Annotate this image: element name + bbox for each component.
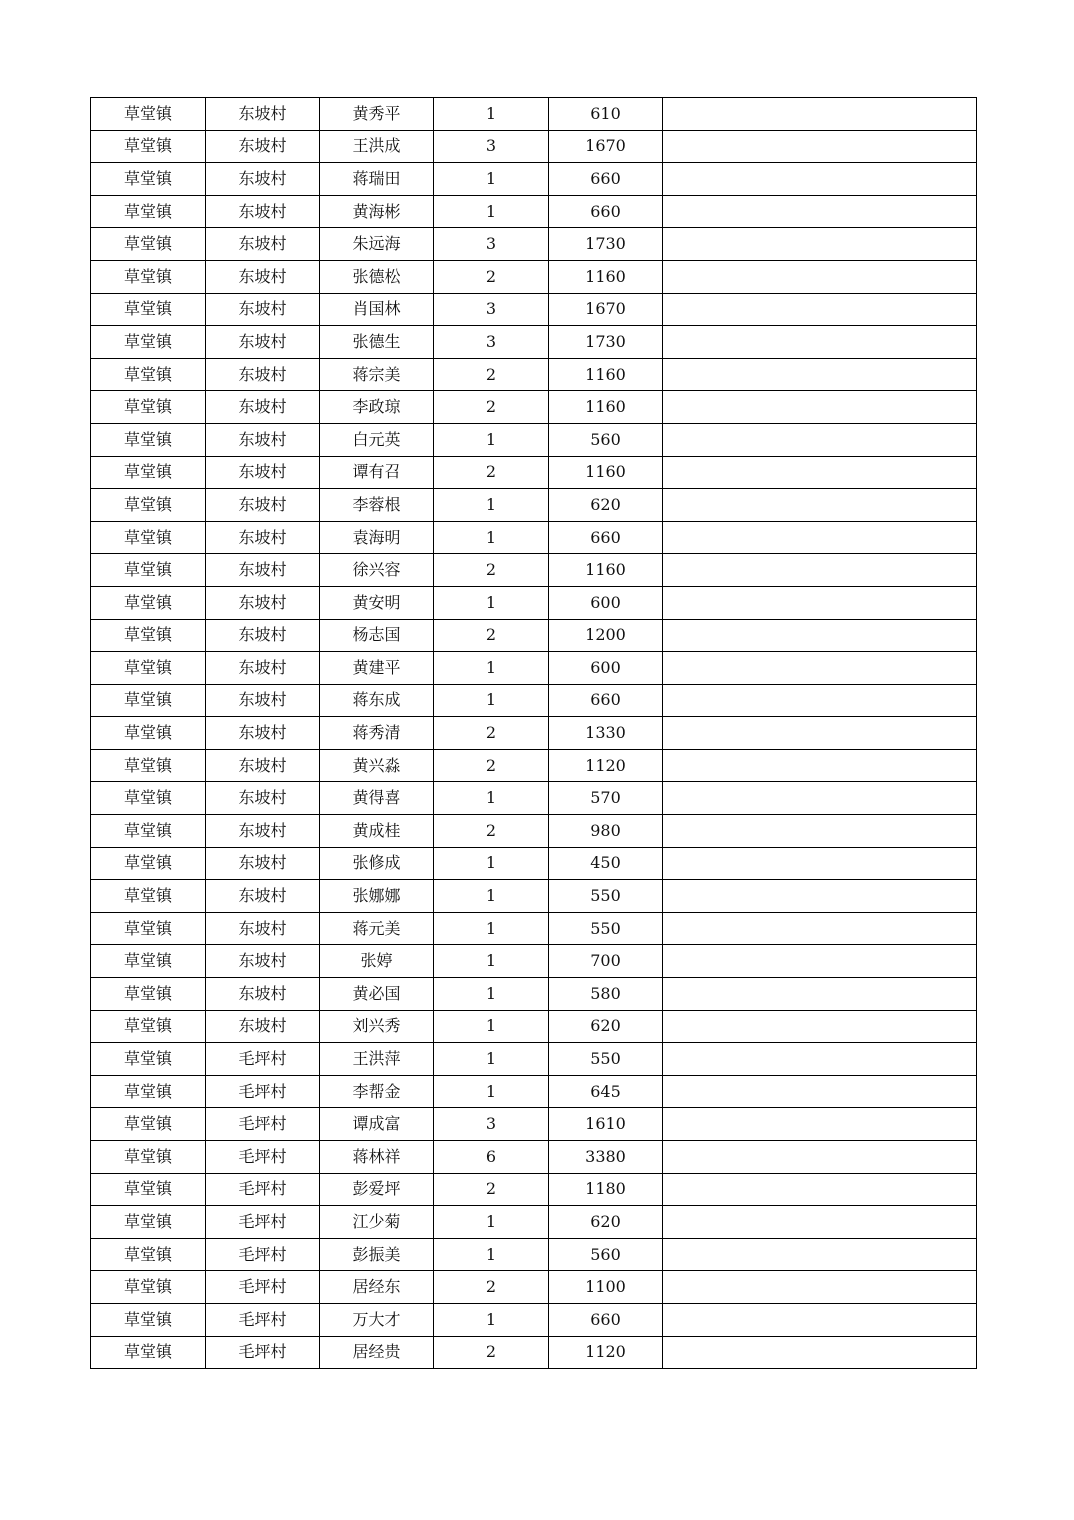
name-cell: 王洪萍 xyxy=(320,1043,434,1076)
amount-cell: 550 xyxy=(549,1043,663,1076)
table-row xyxy=(91,1043,977,1076)
name-cell: 蒋瑞田 xyxy=(320,163,434,196)
amount-cell: 610 xyxy=(549,98,663,131)
town-cell: 草堂镇 xyxy=(91,423,206,456)
table-row xyxy=(91,130,977,163)
village-cell: 东坡村 xyxy=(206,782,320,815)
table-row xyxy=(91,163,977,196)
town-cell: 草堂镇 xyxy=(91,293,206,326)
note-cell xyxy=(663,260,977,293)
table-row xyxy=(91,293,977,326)
name-cell: 彭爱坪 xyxy=(320,1173,434,1206)
amount-cell: 660 xyxy=(549,684,663,717)
count-cell: 1 xyxy=(434,163,549,196)
town-cell: 草堂镇 xyxy=(91,1141,206,1174)
town-cell: 草堂镇 xyxy=(91,391,206,424)
town-cell: 草堂镇 xyxy=(91,489,206,522)
town-cell: 草堂镇 xyxy=(91,684,206,717)
count-cell: 2 xyxy=(434,260,549,293)
name-cell: 张修成 xyxy=(320,847,434,880)
note-cell xyxy=(663,880,977,913)
town-cell: 草堂镇 xyxy=(91,652,206,685)
name-cell: 黄得喜 xyxy=(320,782,434,815)
amount-cell: 560 xyxy=(549,1238,663,1271)
town-cell: 草堂镇 xyxy=(91,1043,206,1076)
table-row xyxy=(91,1238,977,1271)
amount-cell: 550 xyxy=(549,912,663,945)
name-cell: 蒋林祥 xyxy=(320,1141,434,1174)
amount-cell: 450 xyxy=(549,847,663,880)
village-cell: 东坡村 xyxy=(206,717,320,750)
note-cell xyxy=(663,423,977,456)
town-cell: 草堂镇 xyxy=(91,880,206,913)
village-cell: 东坡村 xyxy=(206,195,320,228)
town-cell: 草堂镇 xyxy=(91,1271,206,1304)
village-cell: 毛坪村 xyxy=(206,1173,320,1206)
town-cell: 草堂镇 xyxy=(91,98,206,131)
village-cell: 毛坪村 xyxy=(206,1271,320,1304)
count-cell: 3 xyxy=(434,293,549,326)
table-row xyxy=(91,717,977,750)
town-cell: 草堂镇 xyxy=(91,130,206,163)
table-row xyxy=(91,945,977,978)
count-cell: 1 xyxy=(434,1303,549,1336)
village-cell: 东坡村 xyxy=(206,391,320,424)
table-row xyxy=(91,1108,977,1141)
village-cell: 毛坪村 xyxy=(206,1043,320,1076)
table-row xyxy=(91,586,977,619)
town-cell: 草堂镇 xyxy=(91,912,206,945)
count-cell: 1 xyxy=(434,489,549,522)
note-cell xyxy=(663,684,977,717)
document-page xyxy=(90,97,977,1369)
table-row xyxy=(91,489,977,522)
village-cell: 东坡村 xyxy=(206,912,320,945)
name-cell: 黄安明 xyxy=(320,586,434,619)
table-row xyxy=(91,978,977,1011)
name-cell: 张娜娜 xyxy=(320,880,434,913)
count-cell: 2 xyxy=(434,749,549,782)
name-cell: 黄秀平 xyxy=(320,98,434,131)
town-cell: 草堂镇 xyxy=(91,1075,206,1108)
amount-cell: 560 xyxy=(549,423,663,456)
town-cell: 草堂镇 xyxy=(91,326,206,359)
amount-cell: 550 xyxy=(549,880,663,913)
count-cell: 2 xyxy=(434,1173,549,1206)
name-cell: 黄建平 xyxy=(320,652,434,685)
village-cell: 东坡村 xyxy=(206,293,320,326)
note-cell xyxy=(663,554,977,587)
amount-cell: 1160 xyxy=(549,456,663,489)
amount-cell: 645 xyxy=(549,1075,663,1108)
count-cell: 1 xyxy=(434,1206,549,1239)
table-row xyxy=(91,423,977,456)
count-cell: 6 xyxy=(434,1141,549,1174)
town-cell: 草堂镇 xyxy=(91,521,206,554)
count-cell: 2 xyxy=(434,1271,549,1304)
name-cell: 袁海明 xyxy=(320,521,434,554)
town-cell: 草堂镇 xyxy=(91,456,206,489)
table-row xyxy=(91,912,977,945)
village-cell: 东坡村 xyxy=(206,880,320,913)
note-cell xyxy=(663,1173,977,1206)
village-cell: 东坡村 xyxy=(206,619,320,652)
village-cell: 东坡村 xyxy=(206,130,320,163)
town-cell: 草堂镇 xyxy=(91,1206,206,1239)
count-cell: 2 xyxy=(434,456,549,489)
name-cell: 杨志国 xyxy=(320,619,434,652)
town-cell: 草堂镇 xyxy=(91,782,206,815)
count-cell: 1 xyxy=(434,423,549,456)
note-cell xyxy=(663,163,977,196)
table-row xyxy=(91,391,977,424)
town-cell: 草堂镇 xyxy=(91,749,206,782)
name-cell: 徐兴容 xyxy=(320,554,434,587)
name-cell: 张德松 xyxy=(320,260,434,293)
table-row xyxy=(91,684,977,717)
village-cell: 东坡村 xyxy=(206,749,320,782)
note-cell xyxy=(663,912,977,945)
table-row xyxy=(91,1075,977,1108)
village-cell: 东坡村 xyxy=(206,326,320,359)
amount-cell: 600 xyxy=(549,652,663,685)
note-cell xyxy=(663,98,977,131)
note-cell xyxy=(663,1010,977,1043)
note-cell xyxy=(663,619,977,652)
village-cell: 东坡村 xyxy=(206,945,320,978)
table-row xyxy=(91,749,977,782)
table-row xyxy=(91,1336,977,1369)
name-cell: 居经东 xyxy=(320,1271,434,1304)
amount-cell: 980 xyxy=(549,815,663,848)
count-cell: 1 xyxy=(434,978,549,1011)
count-cell: 2 xyxy=(434,1336,549,1369)
count-cell: 1 xyxy=(434,945,549,978)
table-row xyxy=(91,358,977,391)
note-cell xyxy=(663,1075,977,1108)
name-cell: 刘兴秀 xyxy=(320,1010,434,1043)
count-cell: 1 xyxy=(434,521,549,554)
amount-cell: 1670 xyxy=(549,130,663,163)
village-cell: 东坡村 xyxy=(206,228,320,261)
note-cell xyxy=(663,391,977,424)
table-row xyxy=(91,1141,977,1174)
amount-cell: 1160 xyxy=(549,260,663,293)
amount-cell: 620 xyxy=(549,489,663,522)
village-cell: 毛坪村 xyxy=(206,1336,320,1369)
village-cell: 东坡村 xyxy=(206,554,320,587)
village-cell: 东坡村 xyxy=(206,586,320,619)
village-cell: 东坡村 xyxy=(206,260,320,293)
name-cell: 李政琼 xyxy=(320,391,434,424)
note-cell xyxy=(663,1206,977,1239)
count-cell: 1 xyxy=(434,1238,549,1271)
amount-cell: 1200 xyxy=(549,619,663,652)
village-cell: 东坡村 xyxy=(206,1010,320,1043)
town-cell: 草堂镇 xyxy=(91,163,206,196)
note-cell xyxy=(663,293,977,326)
village-cell: 毛坪村 xyxy=(206,1238,320,1271)
count-cell: 1 xyxy=(434,195,549,228)
amount-cell: 1100 xyxy=(549,1271,663,1304)
count-cell: 1 xyxy=(434,1043,549,1076)
count-cell: 2 xyxy=(434,619,549,652)
town-cell: 草堂镇 xyxy=(91,847,206,880)
amount-cell: 660 xyxy=(549,1303,663,1336)
table-body xyxy=(91,98,977,1369)
town-cell: 草堂镇 xyxy=(91,717,206,750)
village-cell: 东坡村 xyxy=(206,847,320,880)
town-cell: 草堂镇 xyxy=(91,1303,206,1336)
note-cell xyxy=(663,1043,977,1076)
town-cell: 草堂镇 xyxy=(91,945,206,978)
count-cell: 3 xyxy=(434,228,549,261)
name-cell: 蒋东成 xyxy=(320,684,434,717)
amount-cell: 660 xyxy=(549,163,663,196)
village-cell: 东坡村 xyxy=(206,652,320,685)
note-cell xyxy=(663,1271,977,1304)
table-row xyxy=(91,228,977,261)
amount-cell: 1160 xyxy=(549,554,663,587)
amount-cell: 3380 xyxy=(549,1141,663,1174)
name-cell: 万大才 xyxy=(320,1303,434,1336)
count-cell: 2 xyxy=(434,717,549,750)
note-cell xyxy=(663,1108,977,1141)
village-cell: 东坡村 xyxy=(206,489,320,522)
table-row xyxy=(91,521,977,554)
amount-cell: 1610 xyxy=(549,1108,663,1141)
amount-cell: 1160 xyxy=(549,391,663,424)
table-row xyxy=(91,1303,977,1336)
count-cell: 2 xyxy=(434,815,549,848)
note-cell xyxy=(663,489,977,522)
table-row xyxy=(91,456,977,489)
table-row xyxy=(91,326,977,359)
town-cell: 草堂镇 xyxy=(91,195,206,228)
name-cell: 蒋秀清 xyxy=(320,717,434,750)
amount-cell: 600 xyxy=(549,586,663,619)
amount-cell: 620 xyxy=(549,1010,663,1043)
note-cell xyxy=(663,945,977,978)
amount-cell: 620 xyxy=(549,1206,663,1239)
amount-cell: 660 xyxy=(549,521,663,554)
village-cell: 毛坪村 xyxy=(206,1075,320,1108)
village-cell: 毛坪村 xyxy=(206,1141,320,1174)
name-cell: 蒋宗美 xyxy=(320,358,434,391)
table-row xyxy=(91,260,977,293)
amount-cell: 580 xyxy=(549,978,663,1011)
count-cell: 1 xyxy=(434,98,549,131)
note-cell xyxy=(663,358,977,391)
village-cell: 东坡村 xyxy=(206,423,320,456)
name-cell: 张婷 xyxy=(320,945,434,978)
name-cell: 黄必国 xyxy=(320,978,434,1011)
note-cell xyxy=(663,815,977,848)
town-cell: 草堂镇 xyxy=(91,358,206,391)
note-cell xyxy=(663,782,977,815)
note-cell xyxy=(663,652,977,685)
amount-cell: 660 xyxy=(549,195,663,228)
village-cell: 毛坪村 xyxy=(206,1108,320,1141)
note-cell xyxy=(663,717,977,750)
village-cell: 毛坪村 xyxy=(206,1303,320,1336)
count-cell: 1 xyxy=(434,586,549,619)
note-cell xyxy=(663,326,977,359)
name-cell: 张德生 xyxy=(320,326,434,359)
note-cell xyxy=(663,847,977,880)
count-cell: 1 xyxy=(434,847,549,880)
village-cell: 东坡村 xyxy=(206,521,320,554)
table-row xyxy=(91,619,977,652)
amount-cell: 700 xyxy=(549,945,663,978)
note-cell xyxy=(663,749,977,782)
town-cell: 草堂镇 xyxy=(91,228,206,261)
count-cell: 1 xyxy=(434,880,549,913)
table-row xyxy=(91,652,977,685)
count-cell: 2 xyxy=(434,358,549,391)
count-cell: 3 xyxy=(434,1108,549,1141)
note-cell xyxy=(663,1303,977,1336)
village-cell: 东坡村 xyxy=(206,358,320,391)
table-row xyxy=(91,782,977,815)
amount-cell: 1730 xyxy=(549,228,663,261)
note-cell xyxy=(663,228,977,261)
data-table xyxy=(90,97,977,1369)
town-cell: 草堂镇 xyxy=(91,815,206,848)
note-cell xyxy=(663,130,977,163)
note-cell xyxy=(663,521,977,554)
note-cell xyxy=(663,1238,977,1271)
table-row xyxy=(91,1173,977,1206)
note-cell xyxy=(663,586,977,619)
table-row xyxy=(91,98,977,131)
town-cell: 草堂镇 xyxy=(91,260,206,293)
village-cell: 东坡村 xyxy=(206,978,320,1011)
note-cell xyxy=(663,978,977,1011)
note-cell xyxy=(663,456,977,489)
count-cell: 3 xyxy=(434,326,549,359)
town-cell: 草堂镇 xyxy=(91,1108,206,1141)
count-cell: 1 xyxy=(434,1075,549,1108)
town-cell: 草堂镇 xyxy=(91,586,206,619)
amount-cell: 1730 xyxy=(549,326,663,359)
note-cell xyxy=(663,1336,977,1369)
town-cell: 草堂镇 xyxy=(91,619,206,652)
town-cell: 草堂镇 xyxy=(91,1336,206,1369)
town-cell: 草堂镇 xyxy=(91,554,206,587)
table-row xyxy=(91,815,977,848)
amount-cell: 1120 xyxy=(549,1336,663,1369)
town-cell: 草堂镇 xyxy=(91,978,206,1011)
count-cell: 3 xyxy=(434,130,549,163)
name-cell: 黄海彬 xyxy=(320,195,434,228)
name-cell: 黄成桂 xyxy=(320,815,434,848)
amount-cell: 1180 xyxy=(549,1173,663,1206)
name-cell: 黄兴淼 xyxy=(320,749,434,782)
table-row xyxy=(91,1271,977,1304)
name-cell: 谭成富 xyxy=(320,1108,434,1141)
note-cell xyxy=(663,195,977,228)
amount-cell: 1330 xyxy=(549,717,663,750)
village-cell: 毛坪村 xyxy=(206,1206,320,1239)
name-cell: 蒋元美 xyxy=(320,912,434,945)
count-cell: 1 xyxy=(434,684,549,717)
name-cell: 居经贵 xyxy=(320,1336,434,1369)
name-cell: 谭有召 xyxy=(320,456,434,489)
amount-cell: 1120 xyxy=(549,749,663,782)
count-cell: 2 xyxy=(434,391,549,424)
name-cell: 王洪成 xyxy=(320,130,434,163)
table-row xyxy=(91,195,977,228)
count-cell: 1 xyxy=(434,652,549,685)
name-cell: 李蓉根 xyxy=(320,489,434,522)
amount-cell: 1160 xyxy=(549,358,663,391)
amount-cell: 570 xyxy=(549,782,663,815)
name-cell: 江少菊 xyxy=(320,1206,434,1239)
name-cell: 朱远海 xyxy=(320,228,434,261)
table-row xyxy=(91,880,977,913)
name-cell: 肖国林 xyxy=(320,293,434,326)
town-cell: 草堂镇 xyxy=(91,1173,206,1206)
village-cell: 东坡村 xyxy=(206,684,320,717)
table-row xyxy=(91,1206,977,1239)
note-cell xyxy=(663,1141,977,1174)
amount-cell: 1670 xyxy=(549,293,663,326)
village-cell: 东坡村 xyxy=(206,98,320,131)
town-cell: 草堂镇 xyxy=(91,1010,206,1043)
table-row xyxy=(91,554,977,587)
count-cell: 2 xyxy=(434,554,549,587)
village-cell: 东坡村 xyxy=(206,815,320,848)
table-row xyxy=(91,1010,977,1043)
name-cell: 白元英 xyxy=(320,423,434,456)
town-cell: 草堂镇 xyxy=(91,1238,206,1271)
table-row xyxy=(91,847,977,880)
name-cell: 彭振美 xyxy=(320,1238,434,1271)
name-cell: 李帮金 xyxy=(320,1075,434,1108)
count-cell: 1 xyxy=(434,1010,549,1043)
village-cell: 东坡村 xyxy=(206,163,320,196)
count-cell: 1 xyxy=(434,782,549,815)
village-cell: 东坡村 xyxy=(206,456,320,489)
count-cell: 1 xyxy=(434,912,549,945)
